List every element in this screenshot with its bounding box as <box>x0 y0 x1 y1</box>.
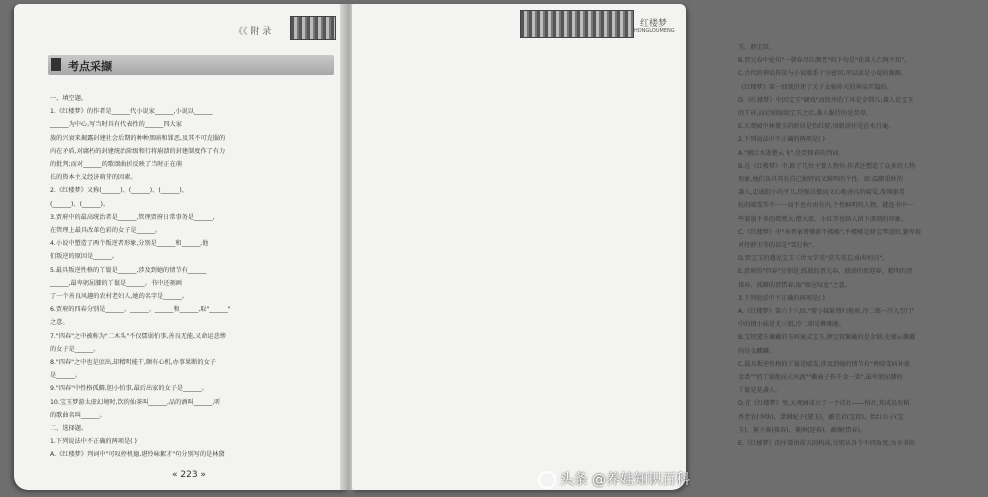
text-line: C.最具叛逆性格的丫鬟是晴雯,涉及到她的情节有"勇晴雯病补雀 <box>738 360 910 368</box>
text-line: 之意。 <box>50 319 69 327</box>
text-line: D.在《红楼梦》里,大观园成立了一个诗社——柏社,其成员有稻 <box>738 400 910 408</box>
header-illustration-right <box>520 10 634 38</box>
text-line: C.古代的神话传说与小说联系十分密切,可以说是小说的源源。 <box>738 70 908 78</box>
text-line: C.《红楼梦》中"米香案香懂新不楼楼",不楼楼是薛宝琴送的,兼卑视 <box>738 228 921 236</box>
text-line: B.贾元春中论句"一朝春尽红颜老"的下句是"花落人亡两不知"。 <box>738 57 911 65</box>
text-line: 长的资本主义经济萌芽的因素。 <box>50 174 137 182</box>
watermark-text: 头条 @养娃知识百科 <box>559 472 690 488</box>
text-line: 9."四春"中性格孤僻,胆小怕事,最后出家的女子是______。 <box>50 385 208 393</box>
text-line: E.大观园中林黛玉的阶居是怡红院,凤姐居住是在水月庵。 <box>738 123 895 131</box>
text-line: 些着墨不多的鸳鸯大,僧大妞、小红等也给人留下深刻的印象。 <box>738 215 908 223</box>
section-title: 考点采撷 <box>68 60 112 73</box>
left-header: 《《 附 录 <box>234 27 272 37</box>
text-line: 1.下列说法中不正确的两项是( ) <box>50 438 137 446</box>
text-line: 10.宝玉梦游太虚幻境时,饮的仙茶叫______,品的酒叫______,听 <box>50 398 221 406</box>
text-line: 一、填空题。 <box>50 95 88 102</box>
text-line: 的批判;而对______的歌颂曲折反映了当时正在萌 <box>50 161 183 169</box>
header-illustration <box>290 16 336 40</box>
text-line: B.宝钗黛玉佩戴的玉叫通灵宝玉,薛宝钗佩戴的是金锁,史湘云佩戴 <box>738 334 916 342</box>
text-line: (______)、(______)。 <box>50 200 110 208</box>
text-line: A."湘江水逝楚云飞",是贾探春的判词。 <box>738 149 845 157</box>
right-header-pinyin: HONGLOUMENG <box>634 28 675 34</box>
text-line: 的丫环,而后则嫁给宝玉之后,袭人服侍的是贾母。 <box>738 110 872 118</box>
text-line: 香老农(李纨)、潇湘妃子(黛玉)、蘅芜君(宝钗)、怡红公子(宝 <box>738 413 904 421</box>
text-line: D.贾宝玉的遇见宝玉三世文字是"莫失莫忘,仙寿恒昌"。 <box>738 255 889 263</box>
text-line: 袭人,忠诚胆小的平儿,恃强自傲而又心地善良的晴雯,泼辣狠毒 <box>738 189 905 197</box>
text-line: 们叛逆的原因是______。 <box>50 253 119 261</box>
section-marker-icon <box>51 58 61 71</box>
text-line: 2.《红楼梦》又称(______)、(______)、(______)、 <box>50 187 188 195</box>
text-line: 6.贾府的四春分别是______、______、______和______,取"______" <box>50 306 231 314</box>
text-line: 二、选择题。 <box>50 425 88 433</box>
text-line: 族的兴衰来揭露封建社会后期的种种黑暗和罪恶,及其不可克服的 <box>50 134 226 142</box>
text-line: 7."四春"之中被称为"二木头"不仅懦弱怕事,善良无能,又命运悲惨 <box>50 332 226 340</box>
text-line: 丫鬟是花袭人。 <box>738 387 782 395</box>
text-line: 在管理上最具改革色彩的女子是______。 <box>50 227 162 235</box>
text-line: 的女子是______。 <box>50 345 100 353</box>
text-line: ______,最卑躬屈膝的丫鬟是______。书中还刻画 <box>50 279 182 287</box>
text-line: D.《红楼梦》中因宝玉"调戏"而投井的丫环是金钏儿;袭人是宝玉 <box>738 96 914 104</box>
text-line: E.《红楼梦》的序幕由前五回构成,分别从各个不同角度,为全书的 <box>738 440 915 448</box>
text-line: 4.小说中塑造了两个叛逆者形象,分别是______和______,他 <box>50 240 209 248</box>
text-line: 5.最具叛逆性格的丫鬟是______,涉及到她的情节有______ <box>50 266 207 274</box>
text-line: 是______。 <box>50 372 81 380</box>
text-line: 抗的晴雯等不一一而不也有由有内,个性鲜明的人物。就连书中一 <box>738 202 914 210</box>
text-line: 3.贾府中的最高统治者是______,管理贾府日常事务是______, <box>50 213 215 221</box>
text-line: 8."四春"之中也是庶出,却精明能干,颇有心机,办事果断的女子 <box>50 359 216 367</box>
text-line: 1.《红楼梦》的作者是______代小说家______,小说以______ <box>50 108 213 116</box>
text-line: 中的情小妹是尤三姐,冷二郎是柳湘莲。 <box>738 321 846 329</box>
text-line: A.《红楼梦》判词中"可叹停机德,堪怜咏絮才"句分别写的是林黛 <box>50 451 225 459</box>
left-text-column <box>50 92 334 462</box>
text-line: 对待薛玉等的话是"雪打秋"。 <box>738 242 818 250</box>
text-line: B.在《红楼梦》中,除了几位主要人物外,作者还塑造了众多的人物 <box>738 162 916 170</box>
open-book <box>14 4 921 494</box>
text-line: 探春、孤僻的贾惜春,取"原应叹息"之意。 <box>738 281 851 289</box>
right-header-title: 红楼梦 <box>640 19 668 29</box>
right-text-column <box>738 41 988 450</box>
text-line: 2.下列说法中不正确的两项是( ) <box>738 136 825 144</box>
text-line: 形象,他们各具其有自己独特而又鲜明的个性。如:温顺重秋的 <box>738 176 903 184</box>
text-line: 的是金麒麟。 <box>738 347 776 355</box>
left-page-number: « 223 » <box>172 470 206 480</box>
text-line: 金裘""俏丫鬟抱屈夭风流""撕扇子作千金一笑",最卑躬屈膝的 <box>738 374 903 382</box>
text-line: 《红楼梦》第一回就讲述了关于女娲补天的神话开篇的。 <box>738 83 893 91</box>
text-line: 玉)、蕉下客(探春)、菱洲(迎春)、藕榭(惜春)。 <box>738 426 867 434</box>
text-line: ______为中心,写当时具有代表性的______四大家 <box>50 121 182 129</box>
text-line: 内在矛盾,对腐朽的封建统治阶级和行将崩溃的封建制度作了有力 <box>50 147 226 155</box>
watermark <box>538 469 690 489</box>
text-line: 的歌曲名叫______。 <box>50 411 106 419</box>
text-line: E.贾府的"四春"分别是:孤独的贾元春、儒弱的贾迎春、精明的贾 <box>738 268 913 276</box>
text-line: 玉、薛宝钗。 <box>738 44 776 51</box>
left-page <box>14 4 348 490</box>
page-number-value: 223 <box>180 470 198 480</box>
text-line: 了一个善良风趣的农村老妇人,她的名字是______。 <box>50 293 189 301</box>
camera-icon <box>538 471 556 489</box>
right-page <box>352 4 921 490</box>
text-line: A.《红楼梦》第六十八回,"情小妹耻情归地府,冷二郎一冷入空门" <box>738 308 915 316</box>
text-line: 3.下列说法中不正确的两项是( ) <box>738 294 825 302</box>
